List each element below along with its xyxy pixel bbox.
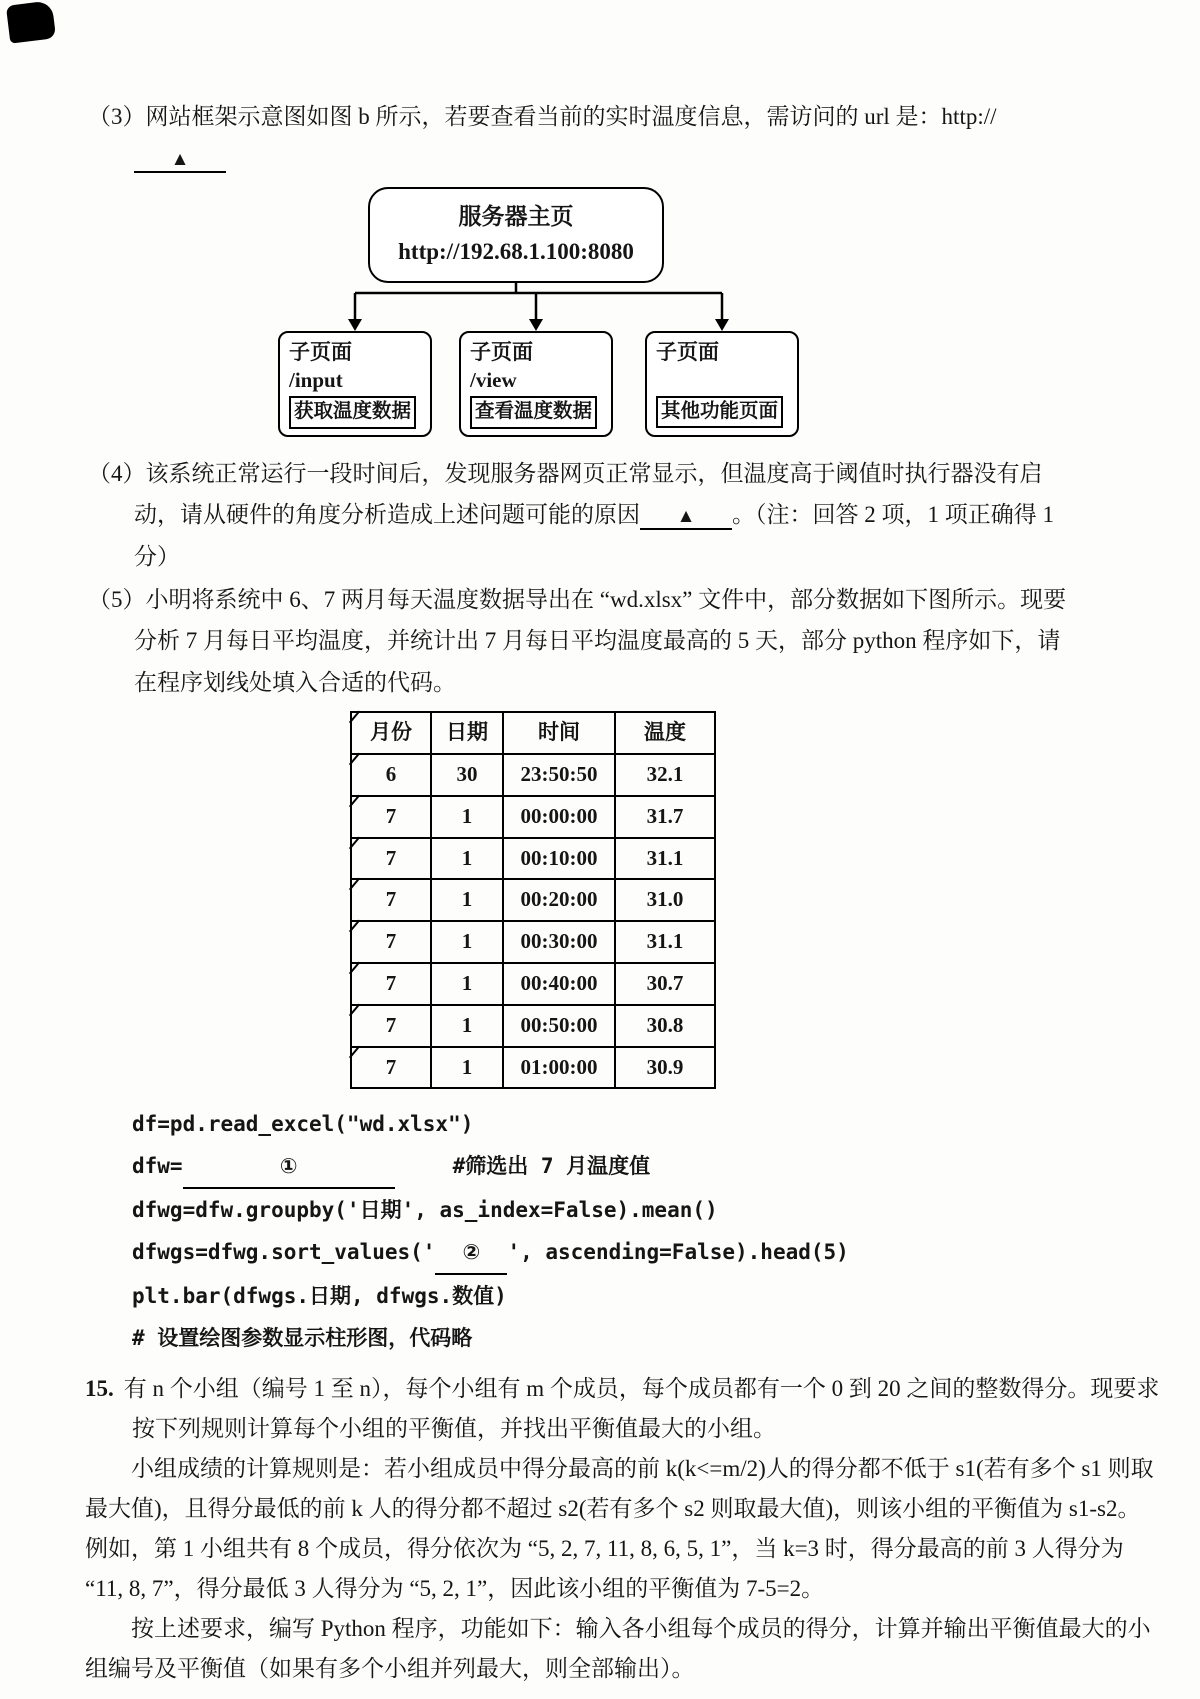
question-3	[88, 96, 1080, 179]
question-3-answer-blank: ▲	[134, 149, 226, 173]
question-5-text: （5）小明将系统中 6、7 两月每天温度数据导出在 “wd.xlsx” 文件中，部分数据如下图所示。现要分析 7 月每日平均温度，并统计出 7 月每日平均温度最高的 5 天，部分 python 程序如下，请在程序划线处填入合适的代码。	[88, 586, 1067, 695]
child-function: 其他功能页面	[656, 396, 783, 428]
question-15-intro	[85, 1369, 1162, 1449]
flowchart-child-input	[278, 331, 432, 437]
table-cell: 7	[351, 879, 431, 921]
code-line-3: dfwg=dfw.groupby('日期', as_index=False).mean()	[132, 1198, 718, 1223]
server-home-title: 服务器主页	[458, 204, 574, 230]
table-cell: 1	[431, 963, 503, 1005]
table-cell: 00:20:00	[503, 879, 615, 921]
col-header-temperature: 温度	[615, 712, 715, 754]
child-path: /view	[470, 368, 517, 393]
table-cell: 1	[431, 1047, 503, 1089]
question-15	[85, 1369, 1162, 1689]
table-cell: 31.7	[615, 796, 715, 838]
question-4-answer-blank: ▲	[640, 506, 732, 530]
col-header-month: 月份	[351, 712, 431, 754]
table-cell: 7	[351, 1047, 431, 1089]
table-row	[351, 796, 715, 838]
code-line-4-pre: dfwgs=dfwg.sort_values('	[132, 1240, 436, 1265]
questions-3-4-5-section	[88, 0, 1080, 1359]
server-home-url: http://192.68.1.100:8080	[398, 238, 634, 264]
table-row	[351, 879, 715, 921]
table-cell: 7	[351, 921, 431, 963]
code-blank-1: ①	[183, 1145, 395, 1189]
table-row	[351, 921, 715, 963]
question-15-rules: 小组成绩的计算规则是：若小组成员中得分最高的前 k(k<=m/2)人的得分都不低于 s1(若有多个 s1 则取最大值)，且得分最低的前 k 人的得分都不超过 s2(若有多个 s2 则取最大值)，则该小组的平衡值为 s1-s2。例如，第 1 小组共有 8 个成员，得分依次为 “5, 2, 7, 11, 8, 6, 5, 1”，当 k=3 时，得分最高的前 3 人得分为 “11, 8, 7”，得分最低 3 人得分为 “5, 2, 1”，因此该小组的平衡值为 7-5=2。	[85, 1456, 1154, 1602]
table-cell: 30.7	[615, 963, 715, 1005]
child-label: 子页面	[470, 339, 533, 364]
table-cell: 30.8	[615, 1005, 715, 1047]
flowchart-child-other	[645, 331, 799, 437]
site-structure-diagram	[0, 187, 1200, 439]
table-cell: 31.1	[615, 838, 715, 880]
table-cell: 00:50:00	[503, 1005, 615, 1047]
scan-artifact	[6, 0, 56, 43]
question-15-task: 按上述要求，编写 Python 程序，功能如下：输入各小组每个成员的得分，计算并输出平衡值最大的小组编号及平衡值（如果有多个小组并列最大，则全部输出）。	[85, 1616, 1151, 1682]
table-cell: 00:40:00	[503, 963, 615, 1005]
table-cell: 7	[351, 1005, 431, 1047]
table-cell: 1	[431, 796, 503, 838]
table-cell: 31.0	[615, 879, 715, 921]
flowchart-child-view	[459, 331, 613, 437]
col-header-day: 日期	[431, 712, 503, 754]
code-blank-2: ②	[435, 1231, 507, 1275]
table-cell: 00:00:00	[503, 796, 615, 838]
child-label: 子页面	[656, 339, 719, 364]
code-line-1: df=pd.read_excel("wd.xlsx")	[132, 1112, 474, 1137]
question-15-number: 15.	[85, 1376, 114, 1402]
code-line-6: # 设置绘图参数显示柱形图，代码略	[132, 1326, 473, 1351]
code-line-4-post: ', ascending=False).head(5)	[507, 1240, 849, 1265]
table-cell: 31.1	[615, 921, 715, 963]
child-label: 子页面	[289, 339, 352, 364]
code-line-2-comment: #筛选出 7 月温度值	[452, 1154, 651, 1179]
table-cell: 01:00:00	[503, 1047, 615, 1089]
code-line-5: plt.bar(dfwgs.日期, dfwgs.数值)	[132, 1284, 507, 1309]
code-line-2-pre: dfw=	[132, 1154, 183, 1179]
table-row	[351, 754, 715, 796]
table-row	[351, 838, 715, 880]
col-header-time: 时间	[503, 712, 615, 754]
table-header-row	[351, 712, 715, 754]
table-cell: 1	[431, 838, 503, 880]
question-4-text-1: （4）该系统正常运行一段时间后，发现服务器网页正常显示，但温度高于阈值时执行器没有启动，请从硬件的角度分析造成上述问题可能的原因	[88, 460, 1043, 528]
code-line-2	[132, 1145, 1080, 1189]
flowchart-root-box	[368, 187, 664, 283]
question-4	[88, 453, 1080, 577]
question-3-text: （3）网站框架示意图如图 b 所示，若要查看当前的实时温度信息，需访问的 url 是：http://	[88, 104, 997, 129]
temperature-data-table	[350, 711, 716, 1089]
table-cell: 00:10:00	[503, 838, 615, 880]
child-path	[656, 366, 788, 394]
python-code-block	[132, 1103, 1080, 1359]
flowchart-connectors	[0, 283, 1200, 331]
child-function: 获取温度数据	[289, 396, 416, 428]
child-function: 查看温度数据	[470, 396, 597, 428]
table-cell: 7	[351, 963, 431, 1005]
question-4-text-2: 。（注：回答 2 项，1 项正确得 1 分）	[134, 502, 1054, 569]
table-cell: 1	[431, 921, 503, 963]
code-line-4	[132, 1231, 1080, 1275]
child-path: /input	[289, 368, 343, 393]
table-cell: 7	[351, 838, 431, 880]
table-row	[351, 963, 715, 1005]
table-cell: 23:50:50	[503, 754, 615, 796]
table-cell: 7	[351, 796, 431, 838]
table-row	[351, 1005, 715, 1047]
question-15-intro-text: 有 n 个小组（编号 1 至 n），每个小组有 m 个成员，每个成员都有一个 0 到 20 之间的整数得分。现要求按下列规则计算每个小组的平衡值，并找出平衡值最大的小组。	[123, 1376, 1160, 1442]
table-cell: 30.9	[615, 1047, 715, 1089]
table-cell: 1	[431, 1005, 503, 1047]
table-cell: 00:30:00	[503, 921, 615, 963]
table-cell: 1	[431, 879, 503, 921]
question-5	[88, 579, 1080, 703]
table-row	[351, 1047, 715, 1089]
table-cell: 30	[431, 754, 503, 796]
table-cell: 32.1	[615, 754, 715, 796]
table-cell: 6	[351, 754, 431, 796]
